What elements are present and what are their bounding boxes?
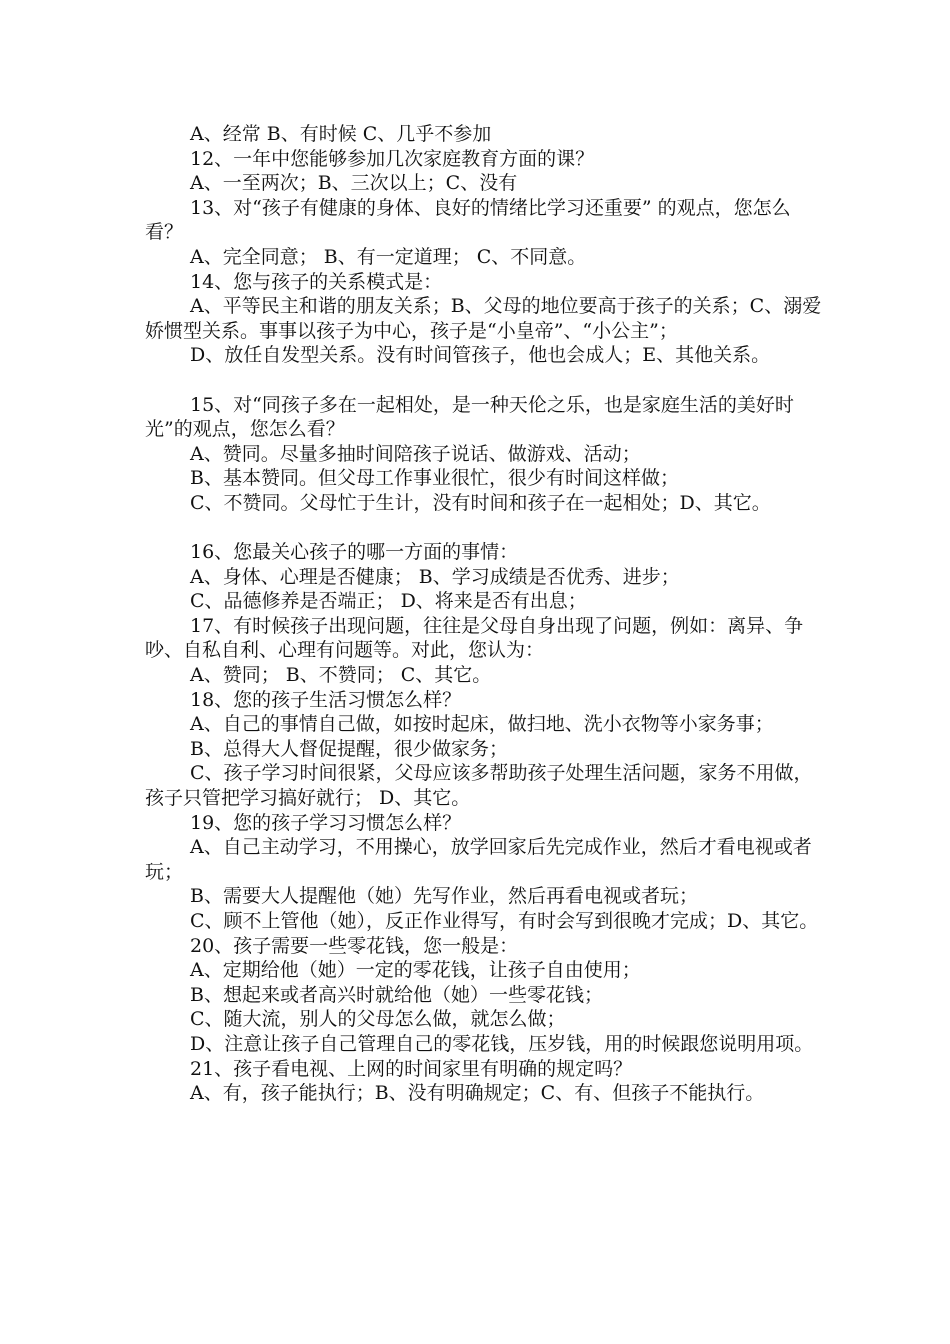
- answer-options-21: A、有，孩子能执行；B、没有明确规定；C、有、但孩子不能执行。: [190, 1082, 765, 1105]
- answer-option-18-cd: C、孩子学习时间很紧，父母应该多帮助孩子处理生活问题，家务不用做，孩子只管把学习搞好就行； D、其它。: [145, 762, 813, 810]
- answer-options-11: A、经常 B、有时候 C、几乎不参加: [190, 123, 492, 145]
- answer-option-19-a: A、自己主动学习，不用操心，放学回家后先完成作业，然后才看电视或者玩；: [145, 836, 812, 883]
- document-body: [145, 122, 825, 1106]
- answer-options-13: A、完全同意； B、有一定道理； C、不同意。: [190, 245, 587, 268]
- answer-option-15-a: A、赞同。尽量多抽时间陪孩子说话、做游戏、活动；: [190, 442, 641, 465]
- question-17: 17、有时候孩子出现问题，往往是父母自身出现了问题，例如：离异、争吵、自私自利、心理有问题等。对此，您认为：: [145, 614, 804, 662]
- answer-option-20-d: D、注意让孩子自己管理自己的零花钱，压岁钱，用的时候跟您说明用项。: [190, 1032, 814, 1055]
- answer-option-20-a: A、定期给他（她）一定的零花钱，让孩子自由使用；: [190, 959, 641, 982]
- answer-option-15-cd: C、不赞同。父母忙于生计，没有时间和孩子在一起相处；D、其它。: [190, 491, 771, 514]
- question-14: 14、您与孩子的关系模式是：: [190, 270, 443, 293]
- question-20: 20、孩子需要一些零花钱，您一般是：: [190, 934, 519, 957]
- answer-options-12: A、一至两次；B、三次以上；C、没有: [190, 172, 518, 195]
- answer-option-19-b: B、需要大人提醒他（她）先写作业，然后再看电视或者玩；: [190, 885, 698, 908]
- answer-option-15-b: B、基本赞同。但父母工作事业很忙，很少有时间这样做；: [190, 467, 679, 490]
- answer-options-14-abc: A、平等民主和谐的朋友关系；B、父母的地位要高于孩子的关系；C、溺爱娇惯型关系。事事以孩子为中心，孩子是“小皇帝”、“小公主”；: [145, 295, 822, 342]
- question-13: 13、对“孩子有健康的身体、良好的情绪比学习还重要” 的观点，您怎么看？: [145, 196, 791, 244]
- paragraph-spacer: [145, 368, 825, 393]
- answer-options-16-cd: C、品德修养是否端正； D、将来是否有出息；: [190, 590, 587, 613]
- question-18: 18、您的孩子生活习惯怎么样？: [190, 688, 462, 711]
- answer-options-14-de: D、放任自发型关系。没有时间管孩子，他也会成人；E、其他关系。: [190, 344, 771, 367]
- answer-option-20-c: C、随大流，别人的父母怎么做，就怎么做；: [190, 1008, 566, 1031]
- answer-option-18-a: A、自己的事情自己做，如按时起床，做扫地、洗小衣物等小家务事；: [190, 713, 774, 736]
- question-12: 12、一年中您能够参加几次家庭教育方面的课？: [190, 147, 595, 170]
- paragraph-spacer: [145, 516, 825, 541]
- answer-options-17: A、赞同； B、不赞同； C、其它。: [190, 664, 492, 687]
- answer-option-18-b: B、总得大人督促提醒，很少做家务；: [190, 737, 508, 760]
- answer-option-20-b: B、想起来或者高兴时就给他（她）一些零花钱；: [190, 983, 603, 1006]
- question-21: 21、孩子看电视、上网的时间家里有明确的规定吗？: [190, 1057, 633, 1080]
- answer-options-16-ab: A、身体、心理是否健康； B、学习成绩是否优秀、进步；: [190, 565, 680, 588]
- question-15: 15、对“同孩子多在一起相处，是一种天伦之乐，也是家庭生活的美好时光”的观点，您怎么看？: [145, 393, 794, 441]
- answer-option-19-cd: C、顾不上管他（她），反正作业得写，有时会写到很晚才完成；D、其它。: [190, 910, 819, 932]
- question-16: 16、您最关心孩子的哪一方面的事情：: [190, 541, 519, 564]
- question-19: 19、您的孩子学习习惯怎么样？: [190, 811, 462, 834]
